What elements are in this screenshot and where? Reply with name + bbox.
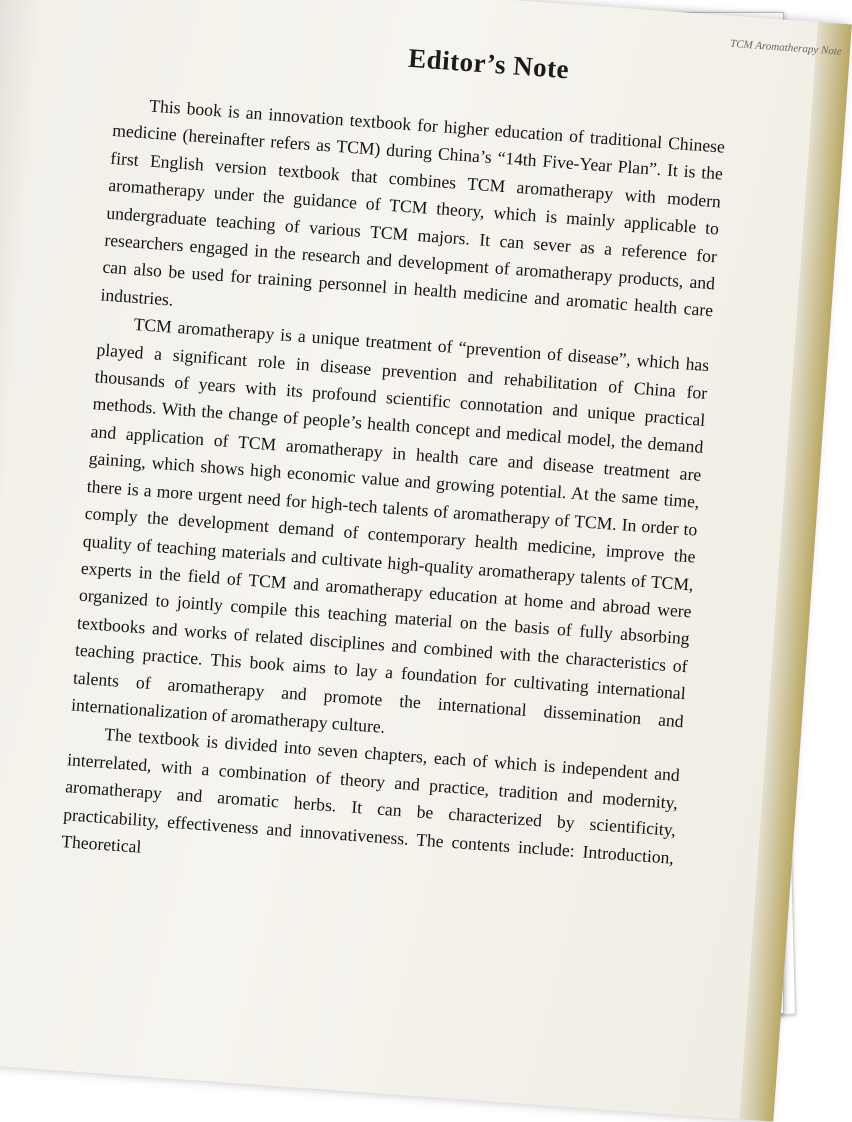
photo-frame — [12, 12, 843, 1014]
paragraph-1: This book is an innovation textbook for higher education of traditional Chinese medicine (hereinafter refers as TCM) during China’s “14th Five-Year Plan”. It is the first English version textbook that combines TCM aromatherapy with modern aromatherapy under the guidance of TCM theory, which is mainly applicable to undergraduate teaching of various TCM majors. It can sever as a reference for researchers engaged in the research and development of aromatherapy products, and can also be used for training personnel in health medicine and aromatic health care industries. — [99, 95, 726, 321]
page-title: Editor’s Note — [407, 42, 571, 85]
running-head: TCM Aromatherapy Note — [729, 37, 843, 58]
body-text — [60, 90, 725, 899]
page-gutter-shadow — [0, 0, 44, 1064]
book-page-photo — [23, 23, 843, 1001]
paragraph-3: The textbook is divided into seven chapters, each of which is independent and interrelated, with a combination of theory and practice, tradition and modernity, aromatherapy and aromatic herbs. It can be characterized by scientificity, practicability, effectiveness and innovativeness. The contents include: Introduction, Theoretical — [60, 724, 681, 868]
paragraph-2: TCM aromatherapy is a unique treatment of “prevention of disease”, which has played a significant role in disease prevention and rehabilitation of China for thousands of years with its profound scientific connotation and unique practical methods. With the change of people’s health concept and medical model, the demand and application of TCM aromatherapy in health care and disease treatment are gaining, which shows high economic value and growing potential. At the same time, there is a more urgent need for high-tech talents of aromatherapy of TCM. In order to comply the development demand of contemporary health medicine, improve the quality of teaching materials and cultivate high-quality aromatherapy talents of TCM, experts in the field of TCM and aromatherapy education at home and abroad were organized to jointly compile this teaching material on the basis of fully absorbing textbooks and works of related disciplines and combined with the characteristics of teaching practice. This book aims to lay a foundation for cultivating international talents of aromatherapy and promote the international dissemination and internationalization of aromatherapy culture. — [70, 314, 710, 737]
page-edge — [739, 22, 852, 1122]
